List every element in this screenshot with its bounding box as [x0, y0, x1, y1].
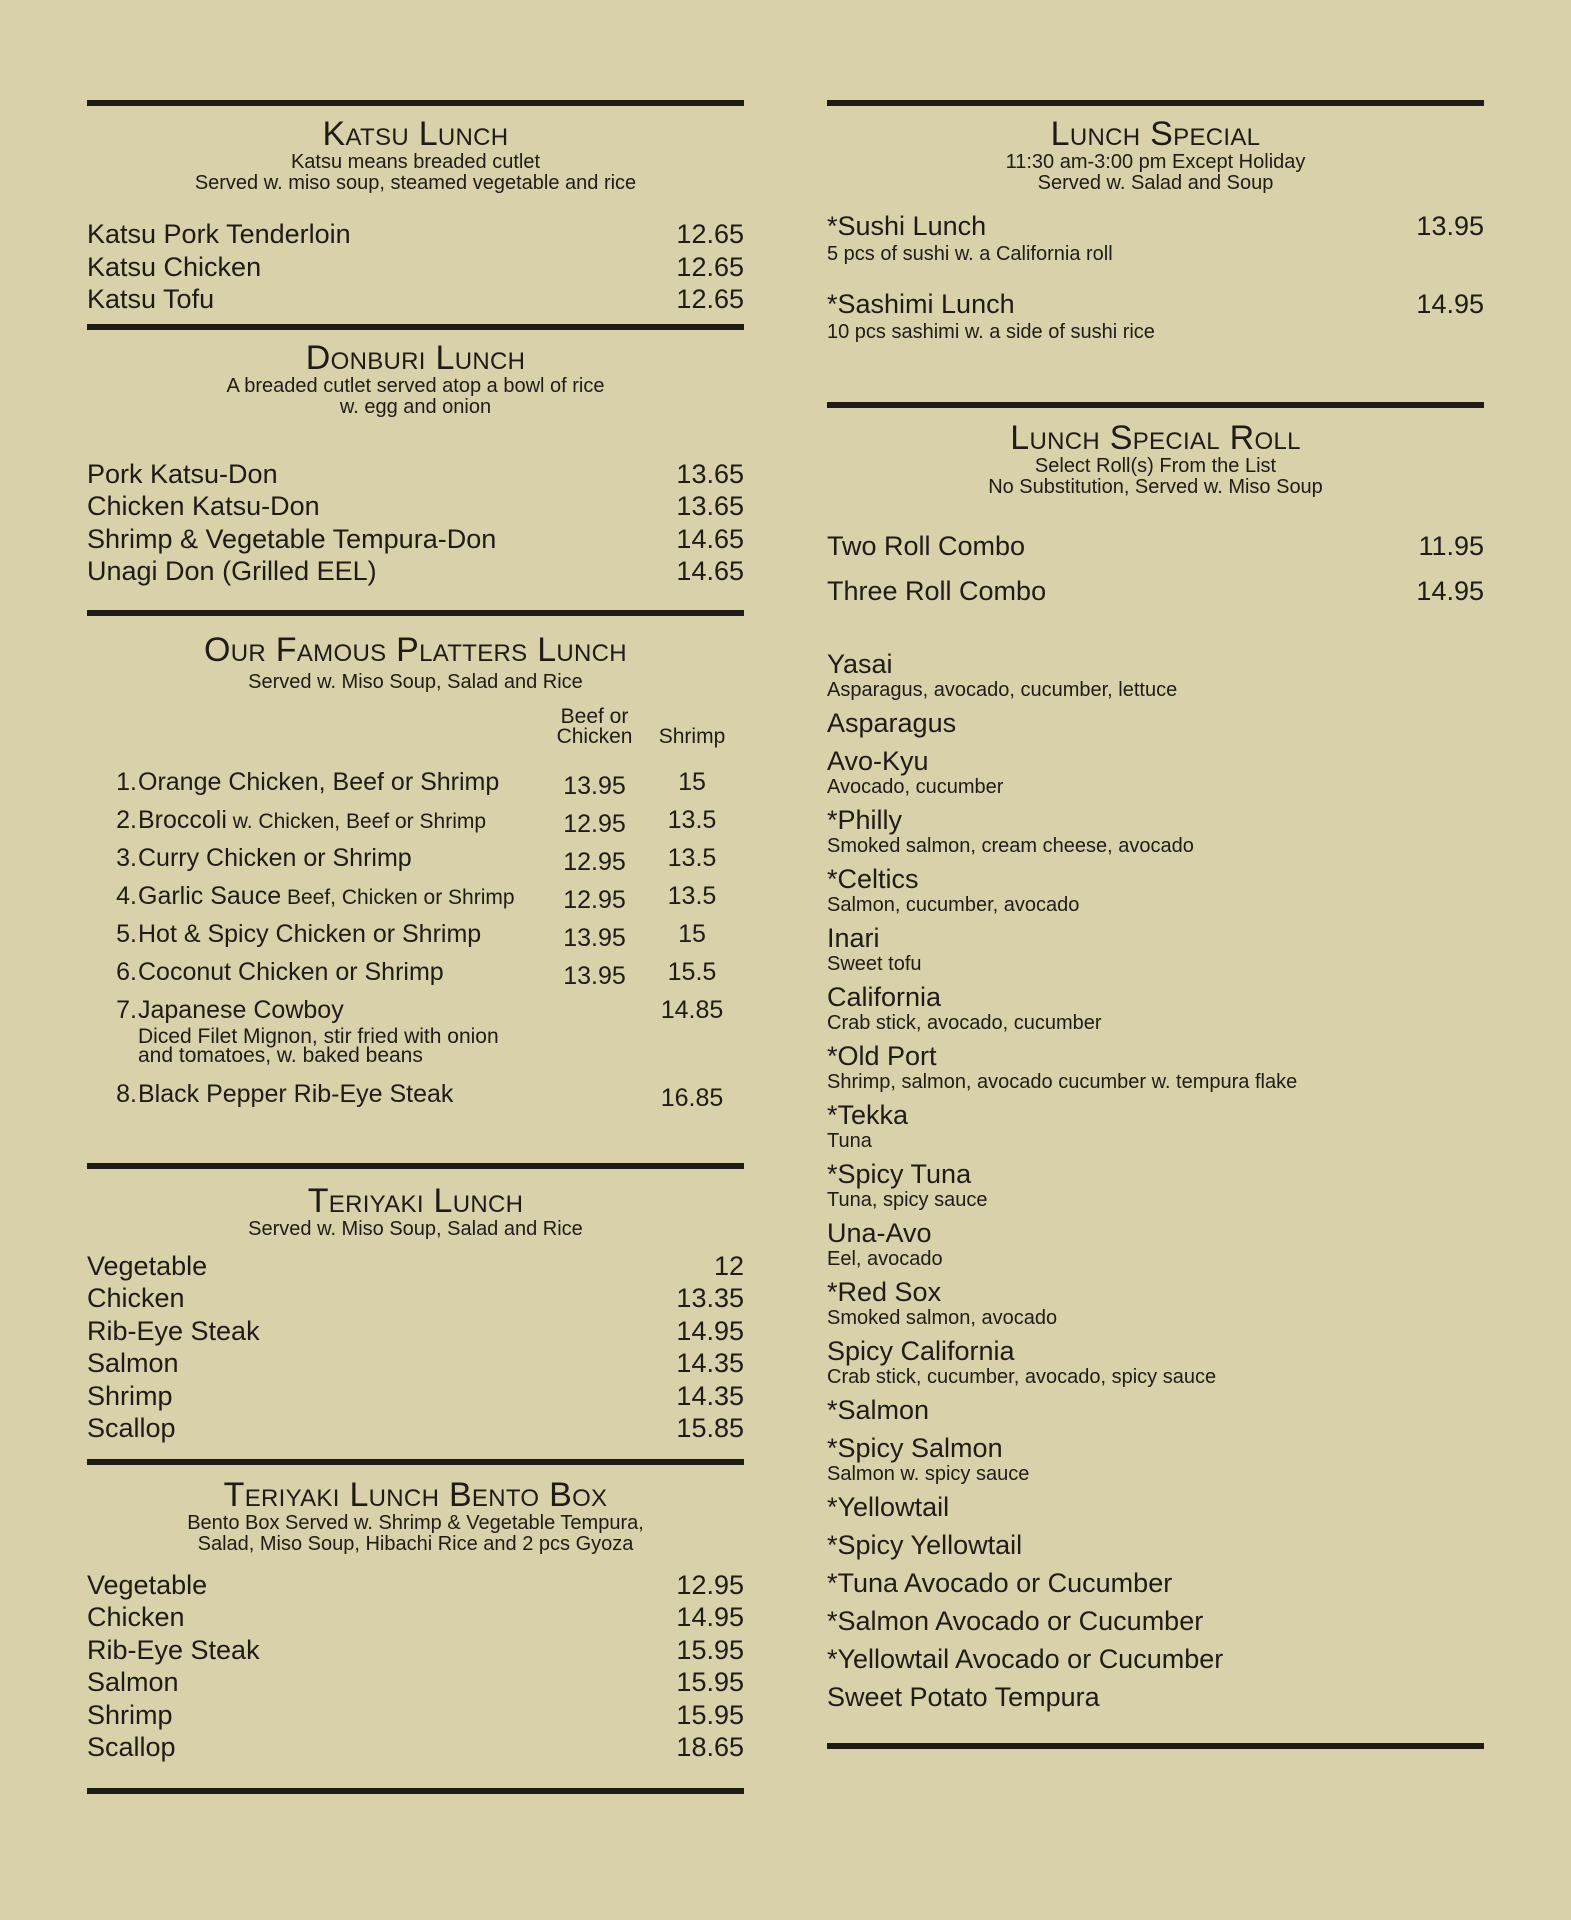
item-name: Salmon — [87, 1348, 179, 1378]
roll-name: *Spicy Salmon — [827, 1433, 1003, 1463]
price-shrimp: 14.85 — [660, 995, 724, 1024]
right-column — [827, 100, 1484, 1749]
roll-item — [827, 1681, 1484, 1713]
roll-item — [827, 1040, 1484, 1093]
roll-name: *Philly — [827, 805, 903, 835]
section-subtitle: A breaded cutlet served atop a bowl of rice — [226, 374, 605, 397]
item-name: Chicken — [87, 1283, 185, 1313]
section-subtitle: Served w. Miso Soup, Salad and Rice — [248, 1217, 583, 1240]
price-beef-chicken: 12.95 — [563, 809, 626, 838]
roll-item — [827, 981, 1484, 1034]
section-divider — [87, 610, 744, 616]
roll-name: Spicy California — [827, 1336, 1015, 1366]
menu-item — [87, 1315, 744, 1348]
roll-description: Smoked salmon, cream cheese, avocado — [827, 835, 1194, 857]
menu-item — [87, 1731, 744, 1764]
item-name: Rib-Eye Steak — [87, 1315, 260, 1346]
menu-item — [87, 555, 744, 588]
item-price: 15.95 — [676, 1699, 744, 1730]
menu-item — [87, 1634, 744, 1667]
price-beef-chicken: 12.95 — [563, 885, 626, 914]
item-name: Two Roll Combo — [827, 531, 1026, 561]
item-name-main: Hot & Spicy Chicken or Shrimp — [138, 919, 482, 948]
platter-row — [87, 881, 744, 919]
description-line: and tomatoes, w. baked beans — [138, 1043, 423, 1067]
section-title: Teriyaki Lunch — [307, 1181, 524, 1220]
teriyaki-section — [87, 1183, 744, 1445]
section-subtitle: w. egg and onion — [339, 395, 492, 418]
platter-row — [87, 1079, 744, 1117]
menu-item — [87, 1666, 744, 1699]
item-name-main: Broccoli — [138, 805, 227, 834]
roll-item — [827, 1217, 1484, 1270]
item-name: Katsu Chicken — [87, 251, 262, 282]
item-number: 8. — [116, 1079, 137, 1108]
item-price: 14.95 — [1416, 289, 1484, 319]
item-number: 6. — [116, 957, 137, 986]
roll-item — [827, 1394, 1484, 1426]
menu-item — [827, 288, 1484, 320]
item-name: Katsu Pork Tenderloin — [87, 219, 351, 249]
roll-name: *Salmon Avocado or Cucumber — [827, 1606, 1204, 1636]
item-price: 13.35 — [676, 1283, 744, 1313]
combo-item — [827, 569, 1484, 614]
section-divider — [87, 100, 744, 106]
section-subtitle: 11:30 am-3:00 pm Except Holiday — [1005, 151, 1306, 173]
item-name-main: Coconut Chicken or Shrimp — [138, 957, 444, 986]
item-name-main: Curry Chicken or Shrimp — [138, 843, 412, 872]
item-name — [138, 767, 499, 799]
item-name — [138, 805, 486, 837]
roll-name: Sweet Potato Tempura — [827, 1682, 1100, 1712]
roll-item — [827, 1529, 1484, 1561]
roll-item — [827, 1643, 1484, 1675]
roll-name: *Spicy Yellowtail — [827, 1530, 1023, 1560]
roll-item — [827, 648, 1484, 701]
price-shrimp: 15 — [678, 767, 706, 796]
item-price: 12 — [713, 1250, 744, 1281]
section-subtitle: Bento Box Served w. Shrimp & Vegetable Tempura, — [187, 1511, 644, 1534]
item-name: Shrimp — [87, 1380, 173, 1411]
roll-item — [827, 863, 1484, 916]
item-name — [138, 881, 515, 913]
roll-description: Salmon w. spicy sauce — [827, 1463, 1030, 1485]
menu-item — [87, 218, 744, 251]
menu-item — [87, 251, 744, 284]
section-subtitle: Served w. Salad and Soup — [1037, 172, 1274, 194]
section-divider — [87, 324, 744, 330]
item-price: 14.35 — [676, 1348, 744, 1378]
roll-item — [827, 745, 1484, 798]
menu-item — [87, 1347, 744, 1380]
price-shrimp: 13.5 — [667, 805, 717, 834]
bento-section — [87, 1477, 744, 1764]
item-name — [138, 843, 412, 875]
item-name — [138, 995, 344, 1027]
item-price: 13.65 — [676, 491, 744, 521]
combo-item — [827, 524, 1484, 569]
roll-item — [827, 1158, 1484, 1211]
roll-name: *Spicy Tuna — [827, 1159, 972, 1189]
header-line: Chicken — [556, 724, 633, 748]
roll-name: *Yellowtail Avocado or Cucumber — [827, 1644, 1224, 1674]
platter-row — [87, 805, 744, 843]
description-line: Diced Filet Mignon, stir fried with onion — [138, 1024, 499, 1048]
platter-row — [87, 957, 744, 995]
item-name-main: Black Pepper Rib-Eye Steak — [138, 1079, 454, 1108]
item-number: 3. — [116, 843, 137, 872]
item-number: 7. — [116, 995, 137, 1024]
item-name-main: Japanese Cowboy — [138, 995, 344, 1024]
roll-name: Avo-Kyu — [827, 746, 929, 776]
roll-name: *Yellowtail — [827, 1492, 950, 1522]
item-price: 11.95 — [1418, 531, 1484, 561]
roll-name: *Celtics — [827, 864, 919, 894]
item-price: 13.65 — [676, 458, 744, 489]
item-name-extra: Beef, Chicken or Shrimp — [281, 885, 515, 909]
item-price: 15.95 — [676, 1667, 744, 1697]
section-divider — [827, 402, 1484, 408]
price-shrimp: 15.5 — [667, 957, 717, 986]
left-column — [87, 100, 744, 1794]
menu-item — [827, 210, 1484, 242]
column-header-shrimp: Shrimp — [658, 724, 726, 748]
roll-name: Una-Avo — [827, 1218, 932, 1248]
platter-row — [87, 995, 744, 1079]
item-name — [138, 1079, 453, 1111]
roll-item — [827, 1491, 1484, 1523]
item-name-extra: w. Chicken, Beef or Shrimp — [226, 809, 487, 833]
item-name: Vegetable — [87, 1569, 208, 1600]
item-number: 4. — [116, 881, 137, 910]
item-name: Shrimp — [87, 1699, 173, 1730]
price-beef-chicken: 13.95 — [563, 961, 626, 990]
roll-name: Yasai — [827, 649, 893, 679]
roll-name: *Tuna Avocado or Cucumber — [827, 1568, 1173, 1598]
section-divider — [87, 1459, 744, 1465]
section-divider — [87, 1788, 744, 1794]
item-price: 12.65 — [676, 251, 744, 282]
item-name-main: Orange Chicken, Beef or Shrimp — [138, 767, 500, 796]
item-name: Scallop — [87, 1732, 176, 1762]
section-title: Donburi Lunch — [305, 338, 526, 377]
roll-name: *Salmon — [827, 1395, 930, 1425]
item-name: Vegetable — [87, 1250, 208, 1281]
roll-description: Crab stick, avocado, cucumber — [827, 1012, 1102, 1034]
item-name: Katsu Tofu — [87, 284, 215, 314]
price-beef-chicken: 13.95 — [563, 923, 626, 952]
menu-item — [87, 490, 744, 523]
header-line: Beef or — [560, 704, 629, 728]
roll-item — [827, 1605, 1484, 1637]
item-price: 18.65 — [676, 1732, 744, 1762]
platter-row — [87, 919, 744, 957]
roll-description: Crab stick, cucumber, avocado, spicy sauce — [827, 1366, 1217, 1388]
item-price: 15.85 — [676, 1413, 744, 1443]
item-price: 14.65 — [676, 523, 744, 554]
roll-description: Eel, avocado — [827, 1248, 943, 1270]
menu-item — [87, 1380, 744, 1413]
price-shrimp: 16.85 — [660, 1083, 724, 1112]
item-description: 10 pcs sashimi w. a side of sushi rice — [827, 321, 1155, 343]
item-number: 2. — [116, 805, 137, 834]
roll-description: Salmon, cucumber, avocado — [827, 894, 1080, 916]
item-name: Rib-Eye Steak — [87, 1634, 260, 1665]
roll-name: *Tekka — [827, 1100, 909, 1130]
item-price: 14.65 — [676, 556, 744, 586]
item-price: 15.95 — [676, 1634, 744, 1665]
roll-description: Asparagus, avocado, cucumber, lettuce — [827, 679, 1178, 701]
roll-description: Tuna — [827, 1130, 872, 1152]
menu-item — [87, 523, 744, 556]
roll-description: Shrimp, salmon, avocado cucumber w. tempura flake — [827, 1071, 1298, 1093]
item-price: 14.95 — [676, 1315, 744, 1346]
section-divider — [827, 100, 1484, 106]
roll-name: Asparagus — [827, 708, 957, 738]
roll-description: Tuna, spicy sauce — [827, 1189, 988, 1211]
section-title: Our Famous Platters Lunch — [204, 630, 627, 669]
roll-item — [827, 1567, 1484, 1599]
item-price: 14.95 — [676, 1602, 744, 1632]
column-header-beef-chicken — [547, 704, 642, 748]
price-beef-chicken: 13.95 — [563, 771, 626, 800]
item-name: Salmon — [87, 1667, 179, 1697]
platter-row — [87, 767, 744, 805]
item-name-main: Garlic Sauce — [138, 881, 282, 910]
lunch-special-section — [827, 116, 1484, 344]
section-title: Lunch Special — [1050, 115, 1261, 153]
item-name: Scallop — [87, 1413, 176, 1443]
item-price: 12.65 — [676, 219, 744, 249]
menu-item — [87, 1282, 744, 1315]
item-name: Shrimp & Vegetable Tempura-Don — [87, 523, 497, 554]
price-beef-chicken: 12.95 — [563, 847, 626, 876]
item-number: 5. — [116, 919, 137, 948]
special-roll-section — [827, 420, 1484, 1713]
section-subtitle: Served w. Miso Soup, Salad and Rice — [248, 670, 583, 693]
roll-name: *Old Port — [827, 1041, 937, 1071]
katsu-section — [87, 116, 744, 316]
roll-name: California — [827, 982, 942, 1012]
item-price: 14.95 — [1416, 576, 1484, 606]
roll-description: Avocado, cucumber — [827, 776, 1004, 798]
price-shrimp: 13.5 — [667, 843, 717, 872]
item-name: Unagi Don (Grilled EEL) — [87, 556, 377, 586]
roll-list — [827, 648, 1484, 1713]
section-divider — [827, 1743, 1484, 1749]
item-price: 12.65 — [676, 284, 744, 314]
roll-item — [827, 1432, 1484, 1485]
price-shrimp: 15 — [678, 919, 706, 948]
menu-item — [87, 1569, 744, 1602]
section-divider — [87, 1163, 744, 1169]
menu-item — [87, 458, 744, 491]
roll-description: Sweet tofu — [827, 953, 922, 975]
donburi-section — [87, 340, 744, 588]
item-number: 1. — [116, 767, 137, 796]
roll-item — [827, 1276, 1484, 1329]
item-name — [138, 957, 444, 989]
roll-item — [827, 804, 1484, 857]
item-description: 5 pcs of sushi w. a California roll — [827, 243, 1113, 265]
item-name: *Sushi Lunch — [827, 211, 987, 241]
roll-description: Smoked salmon, avocado — [827, 1307, 1058, 1329]
item-name: Chicken — [87, 1602, 185, 1632]
platter-column-headers — [87, 704, 744, 759]
item-description — [138, 1024, 499, 1067]
item-name: *Sashimi Lunch — [827, 289, 1015, 319]
section-title: Teriyaki Lunch Bento Box — [223, 1475, 608, 1514]
section-subtitle: Salad, Miso Soup, Hibachi Rice and 2 pcs Gyoza — [197, 1532, 634, 1555]
menu-item — [87, 283, 744, 316]
section-subtitle: Katsu means breaded cutlet — [290, 151, 541, 173]
item-name: Three Roll Combo — [827, 576, 1047, 606]
roll-name: *Red Sox — [827, 1277, 942, 1307]
section-title: Lunch Special Roll — [1010, 419, 1301, 457]
section-subtitle: Select Roll(s) From the List — [1034, 455, 1277, 477]
item-price: 14.35 — [676, 1380, 744, 1411]
section-title: Katsu Lunch — [322, 115, 509, 153]
section-subtitle: No Substitution, Served w. Miso Soup — [988, 476, 1323, 498]
menu-item — [87, 1412, 744, 1445]
section-subtitle: Served w. miso soup, steamed vegetable and rice — [194, 172, 637, 194]
roll-item — [827, 1099, 1484, 1152]
price-shrimp: 13.5 — [667, 881, 717, 910]
item-name: Pork Katsu-Don — [87, 458, 278, 489]
menu-item — [87, 1699, 744, 1732]
item-price: 13.95 — [1416, 211, 1484, 241]
item-name — [138, 919, 481, 951]
roll-item — [827, 1335, 1484, 1388]
item-price: 12.95 — [676, 1569, 744, 1600]
menu-item — [87, 1601, 744, 1634]
item-name: Chicken Katsu-Don — [87, 491, 320, 521]
platters-section — [87, 632, 744, 1117]
platter-row — [87, 843, 744, 881]
roll-item — [827, 922, 1484, 975]
menu-item — [87, 1250, 744, 1283]
roll-name: Inari — [827, 923, 880, 953]
roll-item — [827, 707, 1484, 739]
